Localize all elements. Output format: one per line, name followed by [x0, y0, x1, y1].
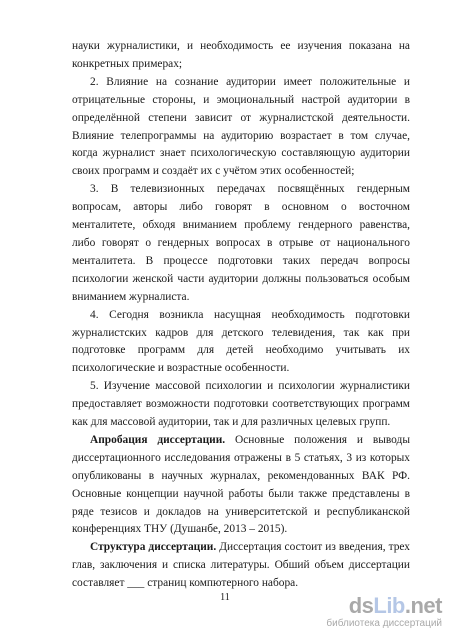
approbation-text: Основные положения и выводы диссертационного исследования отражены в 5 статьях, 3 из которых опубликованы в научных журналах, рекомендованных ВАК РФ. Основные концепции научной работы были также представлены в ряде тезисов и докладов на университетской и республиканской конференциях ТНУ (Душанбе, 2013 – 2015).: [72, 433, 410, 536]
paragraph-continuation: науки журналистики, и необходимость ее изучения показана на конкретных примерах;: [72, 40, 410, 70]
watermark-subtitle: библиотека диссертаций: [326, 618, 442, 629]
paragraph-structure: [72, 539, 410, 593]
dslib-watermark[interactable]: [326, 594, 442, 630]
paragraph-item-5: 5. Изучение массовой психологии и психологии журналистики предоставляет возможности подготовки соответствующих программ как для массовой аудитории, так и для различных целевых групп.: [72, 380, 410, 429]
paragraph-item-2: 2. Влияние на сознание аудитории имеет положительные и отрицательные стороны, и эмоциональный настрой аудитории в определённой степени зависит от журналистской деятельности. Влияние телепрограммы на аудиторию возрастает в том случае, когда журналист знает психологическую составляющую аудитории своих программ и создаёт их с учётом этих особенностей;: [72, 75, 410, 178]
approbation-heading: Апробация диссертации.: [90, 433, 226, 446]
structure-text: Диссертация состоит из введения, трех глав, заключения и списка литературы. Обший объем диссертации составляет ___ страниц компютерного набора.: [72, 541, 410, 590]
body-text: [72, 38, 410, 593]
page-number: 11: [220, 592, 230, 603]
paragraph-approbation: [72, 432, 410, 539]
paragraph-item-3: 3. В телевизионных передачах посвящённых гендерным вопросам, авторы либо говорят в основном о восточном менталитете, обходя вниманием проблему гендерного равенства, либо говорят о гендерных вопросах в отрыве от национального менталитета. В процессе подготовки таких передач вопросы психологии женской части аудитории должны пользоваться особым вниманием журналиста.: [72, 183, 410, 303]
logo-ds: ds: [348, 593, 374, 618]
structure-heading: Структура диссертации.: [90, 541, 217, 554]
logo-net: .net: [404, 593, 442, 618]
logo-lib: Lib: [373, 593, 405, 618]
paragraph-item-4: 4. Сегодня возникла насущная необходимость подготовки журналистских кадров для детского телевидения, так как при подготовке программ для детей необходимо учитывать их психологические и возрастные особенности.: [72, 308, 410, 375]
dslib-logo: [326, 594, 442, 618]
